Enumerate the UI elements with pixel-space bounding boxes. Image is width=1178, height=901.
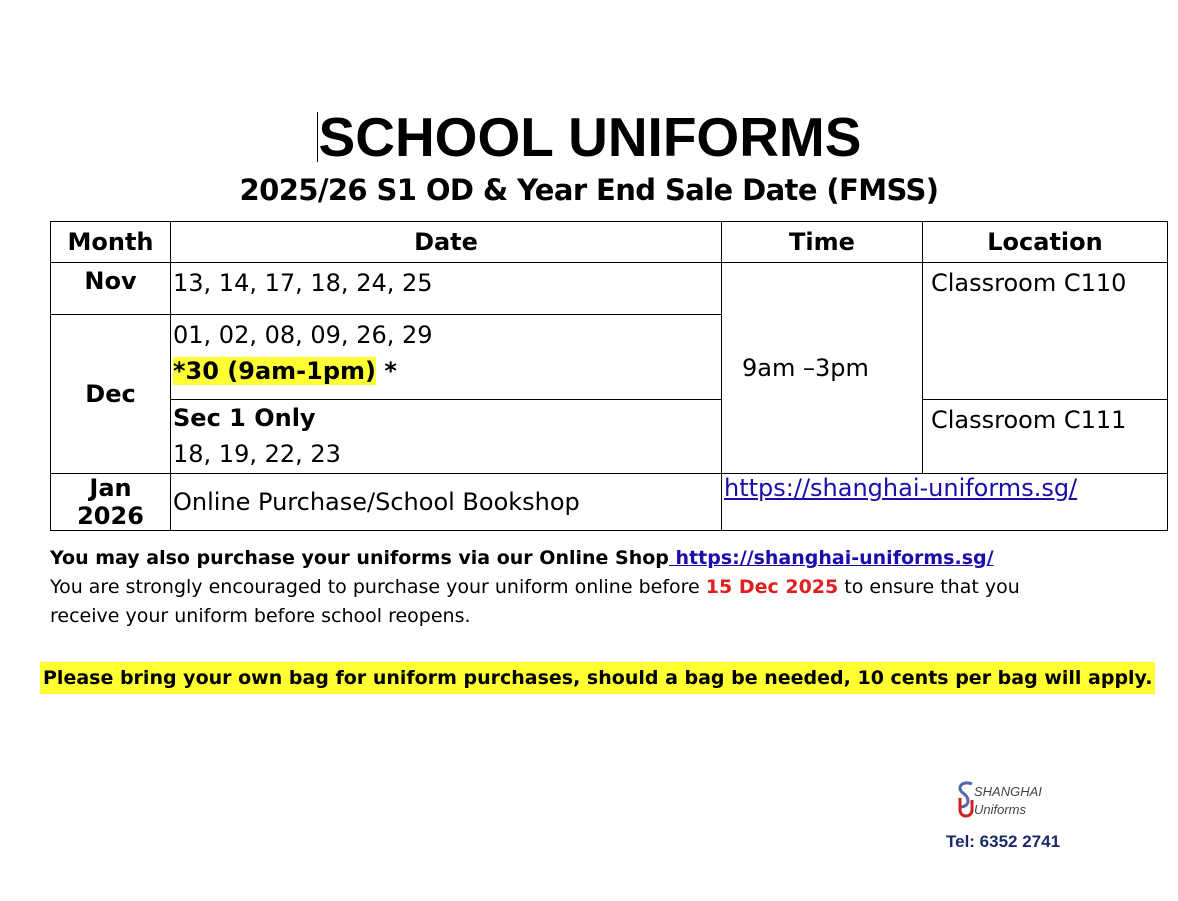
dates-dec-list: 01, 02, 08, 09, 26, 29 bbox=[173, 321, 433, 349]
jan-link-cell bbox=[722, 474, 1168, 531]
table-header-row bbox=[51, 222, 1168, 263]
sec1-dates: 18, 19, 22, 23 bbox=[173, 440, 341, 468]
shop-link[interactable]: https://shanghai-uniforms.sg/ bbox=[724, 474, 1078, 502]
page-subtitle: 2025/26 S1 OD & Year End Sale Date (FMSS) bbox=[239, 173, 939, 207]
shanghai-uniforms-logo bbox=[952, 776, 1062, 822]
logo-text-top: SHANGHAI bbox=[974, 784, 1042, 799]
deadline-date: 15 Dec 2025 bbox=[705, 576, 839, 598]
location-c111: Classroom C111 bbox=[923, 400, 1168, 474]
dates-nov: 13, 14, 17, 18, 24, 25 bbox=[171, 263, 722, 315]
dates-sec1 bbox=[171, 400, 722, 474]
dates-dec-extra bbox=[173, 353, 719, 389]
header-time: Time bbox=[722, 222, 923, 263]
dec-30-suffix: * bbox=[376, 357, 397, 385]
dates-jan: Online Purchase/School Bookshop bbox=[171, 474, 722, 531]
logo-text-bottom: Uniforms bbox=[974, 802, 1027, 817]
page-title: SCHOOL UNIFORMS bbox=[318, 106, 862, 168]
schedule-table bbox=[50, 221, 1168, 531]
month-jan: Jan 2026 bbox=[51, 474, 171, 531]
time-cell: 9am –3pm bbox=[722, 263, 923, 474]
month-nov: Nov bbox=[51, 263, 171, 315]
notes-line-2-post: to ensure that you bbox=[838, 576, 1020, 598]
table-row-sec1 bbox=[51, 400, 1168, 474]
notes-line-2 bbox=[50, 573, 1130, 602]
text-cursor bbox=[317, 112, 318, 162]
header-date: Date bbox=[171, 222, 722, 263]
location-c110: Classroom C110 bbox=[923, 263, 1168, 400]
notes bbox=[50, 544, 1130, 631]
online-shop-text: You may also purchase your uniforms via our Online Shop bbox=[50, 547, 669, 569]
table-row-jan bbox=[51, 474, 1168, 531]
notes-line-3: receive your uniform before school reopens. bbox=[50, 605, 471, 627]
dec-30-highlight: *30 (9am-1pm) bbox=[173, 357, 376, 385]
sec1-label: Sec 1 Only bbox=[173, 404, 316, 432]
header-location: Location bbox=[923, 222, 1168, 263]
month-dec: Dec bbox=[51, 315, 171, 474]
notes-line-2-pre: You are strongly encouraged to purchase your uniform online before bbox=[50, 576, 706, 598]
telephone: Tel: 6352 2741 bbox=[946, 832, 1061, 851]
bag-notice: Please bring your own bag for uniform purchases, should a bag be needed, 10 cents per bag will apply. bbox=[40, 662, 1155, 694]
online-shop-link[interactable]: https://shanghai-uniforms.sg/ bbox=[668, 547, 994, 569]
table-row-nov bbox=[51, 263, 1168, 315]
header-month: Month bbox=[51, 222, 171, 263]
dates-dec bbox=[171, 315, 722, 400]
notes-line-1 bbox=[50, 544, 1130, 573]
